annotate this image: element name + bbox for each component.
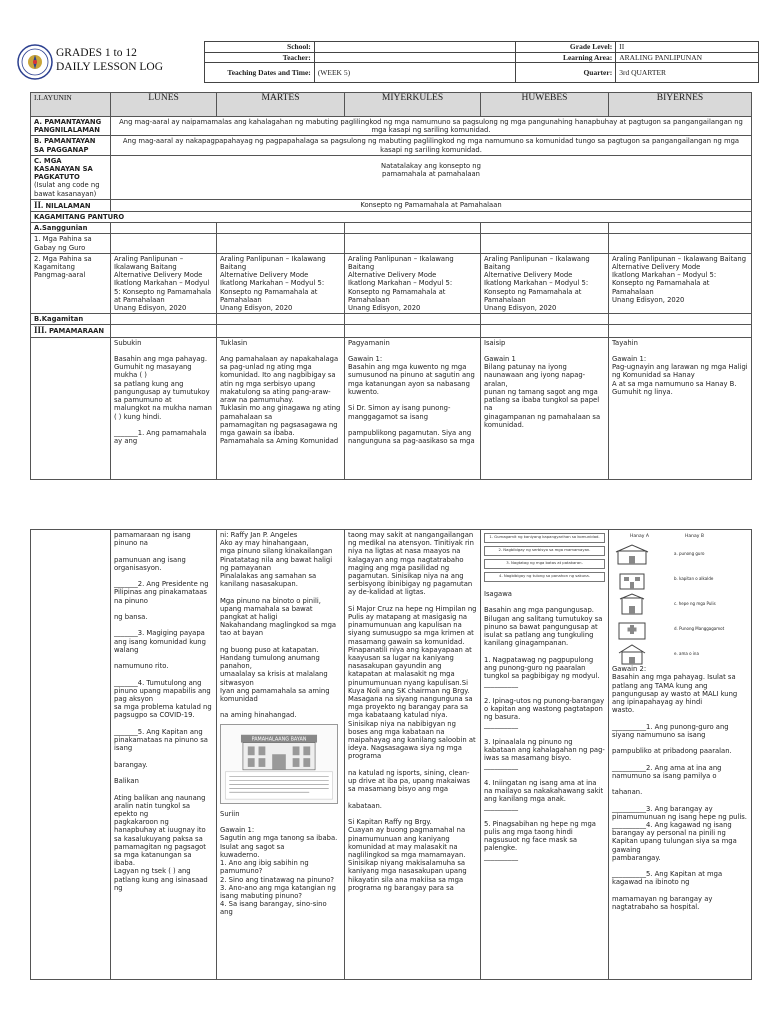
roman-iii: III. bbox=[34, 325, 47, 336]
gabay-guro-row bbox=[31, 234, 752, 253]
municipal-hall-image bbox=[220, 724, 338, 804]
kagamitang-mag-aaral-row bbox=[31, 253, 752, 313]
lesson-log-table-page-2 bbox=[30, 529, 752, 980]
content-standard-row bbox=[31, 117, 752, 136]
lesson-log-header bbox=[12, 41, 759, 83]
pamamaraan-label: PAMAMARAAN bbox=[48, 327, 105, 336]
dates-label: Teaching Dates and Time: bbox=[205, 63, 315, 83]
friday-cell-p2 bbox=[609, 530, 752, 980]
poem-text: ni: Raffy Jan P. Angeles Ako ay may hinahangaan, mga pinuno silang kinakailangan Pinatatatag nila ang bawat haligi ng pamayanan Pinalalakas ang samahan sa kanilang nasasakupan. Mga pinuno na binoto o pinili, upang mamahala sa bawat pangkat at haligi Nakahandang maglingkod sa mga tao at bayan ng buong puso at katapatan. Handang tumulong anumang panahon, umaalalay sa krisis at malalang sitwasyon Iyan ang pamamahala sa aming komunidad na aming hinahangad. bbox=[220, 531, 337, 720]
module-ref-wednesday: Araling Panlipunan – Ikalawang Baitang Alternative Delivery Mode Ikatlong Markahan – Modyul 5: Konsepto ng Pamamahala at Pamahalaan Unang Edisyon, 2020 bbox=[345, 253, 481, 313]
b-kagamitan-row bbox=[31, 314, 752, 325]
kagamitan-row bbox=[31, 212, 752, 223]
tuklasin-tuesday: Tuklasin Ang pamahalaan ay napakahalaga sa pag-unlad ng ating mga komunidad. Ito ang nagbibigay sa atin ng mga serbisyo upang makatulong sa ating pang-araw-araw na pamumuhay. Tuklasin mo ang ginagawa ng ating pamahalaan sa pamamagitan ng pagsasagawa ng mga gawain sa ibaba. Pamamahala sa Aming Komunidad bbox=[217, 337, 345, 479]
police-station-icon bbox=[612, 593, 652, 615]
barangay-hall-icon bbox=[612, 568, 652, 590]
nilalaman-row bbox=[31, 199, 752, 211]
match-option-d: d. Punong Manggagamot bbox=[674, 626, 725, 632]
teacher-label: Teacher: bbox=[205, 52, 315, 63]
answer-strip: 3. Nagtatag ng mga batas at patakaran. bbox=[484, 559, 605, 569]
pamamaraan-row-p2 bbox=[31, 530, 752, 980]
competency-sub: (Isulat ang code ng bawat kasanayan) bbox=[34, 181, 100, 198]
pamamaraan-label-cell bbox=[31, 325, 111, 337]
day-header-row bbox=[31, 93, 752, 117]
dates-value: (WEEK 5) bbox=[314, 63, 516, 83]
competency-row bbox=[31, 155, 752, 199]
school-label: School: bbox=[205, 42, 315, 53]
match-option-e: e. ama o ina bbox=[674, 651, 699, 657]
performance-standard-row bbox=[31, 136, 752, 155]
module-ref-friday: Araling Panlipunan – Ikalawang Baitang Alternative Delivery Mode Ikatlong Markahan – Modyul 5: Konsepto ng Pamamahala at Pamahalaan Unang Edisyon, 2020 bbox=[609, 253, 752, 313]
competency-text: Natatalakay ang konsepto ng pamamahala at pamahalaan bbox=[111, 155, 752, 199]
thursday-cell-p2 bbox=[481, 530, 609, 980]
gabay-guro-label: 1. Mga Pahina sa Gabay ng Guro bbox=[31, 234, 111, 253]
competency-label: C. MGA KASANAYAN SA PAGKATUTO bbox=[34, 156, 93, 182]
title-line-2: DAILY LESSON LOG bbox=[56, 61, 164, 73]
kagamitan-label: KAGAMITANG PANTURO bbox=[31, 212, 752, 223]
tayahin-gawain-2: Gawain 2: Basahin ang mga pahayag. Isulat sa patlang ang TAMA kung ang pangungusap ay wasto at MALI kung ang ipinapahayag ay hindi wasto. __________1. Ang punong-guro ang siyang namumuno sa isang pampubliko at pribadong paaralan. __________2. Ang ama at ina ang namumuno sa isang pamilya o tahanan. __________3. Ang barangay ay pinamumunuan ng isang hepe ng pulis. __________4. Ang kagawad ng isang barangay ay personal na pinili ng Kapitan upang tulungan siya sa mga gawaing pambarangay. __________5. Ang Kapitan at mga kagawad na ibinoto ng mamamayan ng barangay ay nagtatrabaho sa hospital. bbox=[612, 665, 747, 912]
b-kagamitan-label: B.Kagamitan bbox=[31, 314, 111, 325]
answer-strips bbox=[484, 533, 605, 582]
subukin-monday: Subukin Basahin ang mga pahayag. Gumuhit ng masayang mukha ( ) sa patlang kung ang pangungusap ay tumutukoy sa pamumuno at malungkot na mukha naman ( ) kung hindi. _______1. Ang pamamahala ay ang bbox=[111, 337, 217, 479]
subukin-balikan-monday: pamamaraan ng isang pinuno na pamunuan ang isang organisasyon. _______2. Ang Presidente ng Pilipinas ang pinakamataas na pinuno ng bansa. _______3. Magiging payapa ang isang komunidad kung walang namumuno rito. _______4. Tumutulong ang pinuno upang mapabilis ang pag aksyon sa mga problema katulad ng pagsugpo sa COVID-19. _______5. Ang Kapitan ang pinakamataas na pinuno sa isang barangay. Balikan Ating balikan ang naunang aralin natin tungkol sa epekto ng pagkakaroon ng hanapbuhay at iuugnay ito sa kasalukuyang paksa sa pamamagitan ng pagsagot sa mga katanungan sa ibaba. Lagyan ng tsek ( ) ang patlang kung ang isinasaad ng bbox=[111, 530, 217, 980]
day-tuesday: MARTES bbox=[217, 93, 345, 117]
module-ref-monday: Araling Panlipunan – Ikalawang Baitang Alternative Delivery Mode Ikatlong Markahan – Modyul 5: Konsepto ng Pamamahala at Pamahalaan Unang Edisyon, 2020 bbox=[111, 253, 217, 313]
roman-ii: II. bbox=[34, 199, 44, 210]
answer-strip: 4. Nagbibigay ng tulong sa panahon ng sakuna. bbox=[484, 572, 605, 582]
kagamitang-mag-aaral-label: 2. Mga Pahina sa Kagamitang Pangmag-aaral bbox=[31, 253, 111, 313]
pamamaraan-header-row bbox=[31, 325, 752, 337]
answer-strip: 1. Gumagamit ng kaniyang kapangyarihan sa komunidad. bbox=[484, 533, 605, 543]
deped-seal-icon bbox=[17, 44, 53, 80]
quarter-label: Quarter: bbox=[516, 63, 616, 83]
sanggunian-label: A.Sanggunian bbox=[31, 223, 111, 234]
school-building-icon bbox=[612, 543, 652, 565]
pamamaraan-row-p1 bbox=[31, 337, 752, 479]
hospital-icon bbox=[612, 618, 652, 640]
hanay-b-label: Hanay B bbox=[685, 534, 704, 539]
competency-label-cell bbox=[31, 155, 111, 199]
tayahin-friday: Tayahin Gawain 1: Pag-ugnayin ang larawan ng mga Haligi ng Komunidad sa Hanay A at sa mga namumuno sa Hanay B. Gumuhit ng linya. bbox=[609, 337, 752, 479]
day-wednesday: MIYERKULES bbox=[345, 93, 481, 117]
day-friday: BIYERNES bbox=[609, 93, 752, 117]
day-monday: LUNES bbox=[111, 93, 217, 117]
teacher-value bbox=[314, 52, 516, 63]
tuesday-cell-p2 bbox=[217, 530, 345, 980]
pagyamanin-wednesday: Pagyamanin Gawain 1: Basahin ang mga kuwento ng mga sumusunod na pinuno at sagutin ang mga katanungan ayon sa nabasang kuwento. Si Dr. Simon ay isang punong-manggagamot sa isang pampublikong pagamutan. Siya ang nangunguna sa pag-aasikaso sa mga bbox=[345, 337, 481, 479]
matching-headers bbox=[612, 533, 722, 541]
content-standard-text: Ang mag-aaral ay naipamamalas ang kahalagahan ng mabuting paglilingkod ng mga namumuno sa pagsulong ng mga pangunahing hanapbuhay at pagtugon sa pangangailangan ng mga kasapi ng sariling komunidad. bbox=[111, 117, 752, 136]
hanay-a-label: Hanay A bbox=[630, 534, 649, 539]
school-value bbox=[314, 42, 516, 53]
quarter-value: 3rd QUARTER bbox=[616, 63, 759, 83]
house-icon bbox=[612, 643, 652, 665]
performance-standard-label: B. PAMANTAYAN SA PAGGANAP bbox=[31, 136, 111, 155]
module-ref-thursday: Araling Panlipunan – Ikalawang Baitang Alternative Delivery Mode Ikatlong Markahan – Modyul 5: Konsepto ng Pamamahala at Pamahalaan Unang Edisyon, 2020 bbox=[481, 253, 609, 313]
lesson-log-table-page-1 bbox=[30, 92, 752, 480]
matching-exercise bbox=[612, 543, 748, 665]
nilalaman-label-cell bbox=[31, 199, 111, 211]
lesson-log-title bbox=[56, 46, 163, 74]
content-standard-label: A. PAMANTAYANG PANGNILALAMAN bbox=[31, 117, 111, 136]
figure-title: PAMAHALAANG BAYAN bbox=[251, 736, 307, 743]
match-option-c: c. hepe ng mga Pulis bbox=[674, 601, 716, 607]
match-option-b: b. kapitan o alkalde bbox=[674, 576, 714, 582]
sanggunian-row bbox=[31, 223, 752, 234]
pagyamanin-stories-wednesday: taong may sakit at nangangailangan ng medikal na atensyon. Tinitiyak rin niya na ligtas at nasa maayos na kalagayan ang mga nagtatrabaho maging ang mga pasilidad ng pagamutan. Sinisikap niya na ang serbisyong ibinibigay ng pagamutan ay de-kalidad at ligtas. Si Major Cruz na hepe ng Himpilan ng Pulis ay matapang at masigasig na pinamumunuan ang kapulisan na siyang sumusugpo sa mga krimen at masamang gawain sa komunidad. Pinapanatili niya ang kapayapaan at kaayusan sa lugar na kaniyang nasasakupan gayundin ang katapatan at malasakit ng mga pinumumunuan nyang kapulisan.Si Kuya Noli ang SK chairman ng Brgy. Masagana na siyang nangunguna sa mga proyekto ng barangay para sa mga kabataang katulad niya. Sinisikap niya na nabibigyan ng boses ang mga kabataan na maipahayag ang kanilang saloobin at ideya. Nagsasagawa siya ng mga programa na katulad ng isports, sining, clean-up drive at iba pa, upang makaiwas sa masamang bisyo ang mga kabataan. Si Kapitan Raffy ng Brgy. Cuayan ay buong pagmamahal na pinamumunuan ang kaniyang komunidad at may malasakit na naglilingkod sa mga mamamayan. Sinisikap niyang makisalamuha sa kaniyang mga nasasakupan upang hikayatin sila ana makiisa sa mga programa ng barangay para sa bbox=[345, 530, 481, 980]
grade-value: II bbox=[616, 42, 759, 53]
nilalaman-text: Konsepto ng Pamamahala at Pamahalaan bbox=[111, 199, 752, 211]
performance-standard-text: Ang mag-aaral ay nakapagpapahayag ng pagpapahalaga sa pagsulong ng mabuting paglilingkod ng mga namumuno sa komunidad tungo sa pagtugon sa pangangailangan ng mga kasapi ng sariling komunidad. bbox=[111, 136, 752, 155]
answer-strip: 2. Nagbibigay ng serbisyo sa mga mamamayan. bbox=[484, 546, 605, 556]
isaisip-thursday: Isaisip Gawain 1 Bilang patunay na iyong naunawaan ang iyong napag-aralan, punan ng tamang sagot ang mga patlang sa ibaba tungkol sa papel na ginagampanan ng pamahalaan sa komunidad. bbox=[481, 337, 609, 479]
area-value: ARALING PANLIPUNAN bbox=[616, 52, 759, 63]
day-thursday: HUWEBES bbox=[481, 93, 609, 117]
module-ref-tuesday: Araling Panlipunan – Ikalawang Baitang Alternative Delivery Mode Ikatlong Markahan – Modyul 5: Konsepto ng Pamamahala at Pamahalaan Unang Edisyon, 2020 bbox=[217, 253, 345, 313]
title-line-1: GRADES 1 to 12 bbox=[56, 47, 137, 59]
area-label: Learning Area: bbox=[516, 52, 616, 63]
layunin-header: I.LAYUNIN bbox=[31, 93, 111, 117]
nilalaman-label: NILALAMAN bbox=[45, 201, 91, 210]
isagawa-text: Isagawa Basahin ang mga pangungusap. Bilugan ang salitang tumutukoy sa pinuno sa bawat pangungusap at isulat sa patlang ang tungkuling kanilang ginagampanan. 1. Nagpatawag ng pagpupulong ang punong-guro ng paaralan tungkol sa pagbibigay ng modyul. __________ 2. Ipinag-utos ng punong-barangay o kapitan ang wastong pagtatapon ng basura. __________ 3. Ipinaalala ng pinuno ng kabataan ang kahalagahan ng pag-iwas sa masamang bisyo. __________ 4. Iniingatan ng isang ama at ina na mailayo sa nakakahawang sakit ang kanilang mga anak. __________ 5. Pinagsabihan ng hepe ng mga pulis ang mga taong hindi nagsusuot ng face mask sa palengke. __________ bbox=[484, 590, 605, 861]
info-table bbox=[204, 41, 759, 83]
match-option-a: a. punong guro bbox=[674, 551, 705, 557]
grade-label: Grade Level: bbox=[516, 42, 616, 53]
suriin-text: Suriin Gawain 1: Sagutin ang mga tanong sa ibaba. Isulat ang sagot sa kuwaderno. 1. Ano ang ibig sabihin ng pamumuno? 2. Sino ang tinatawag na pinuno? 3. Ano-ano ang mga katangian ng isang mabuting pinuno? 4. Sa isang barangay, sino-sino ang bbox=[220, 809, 338, 917]
